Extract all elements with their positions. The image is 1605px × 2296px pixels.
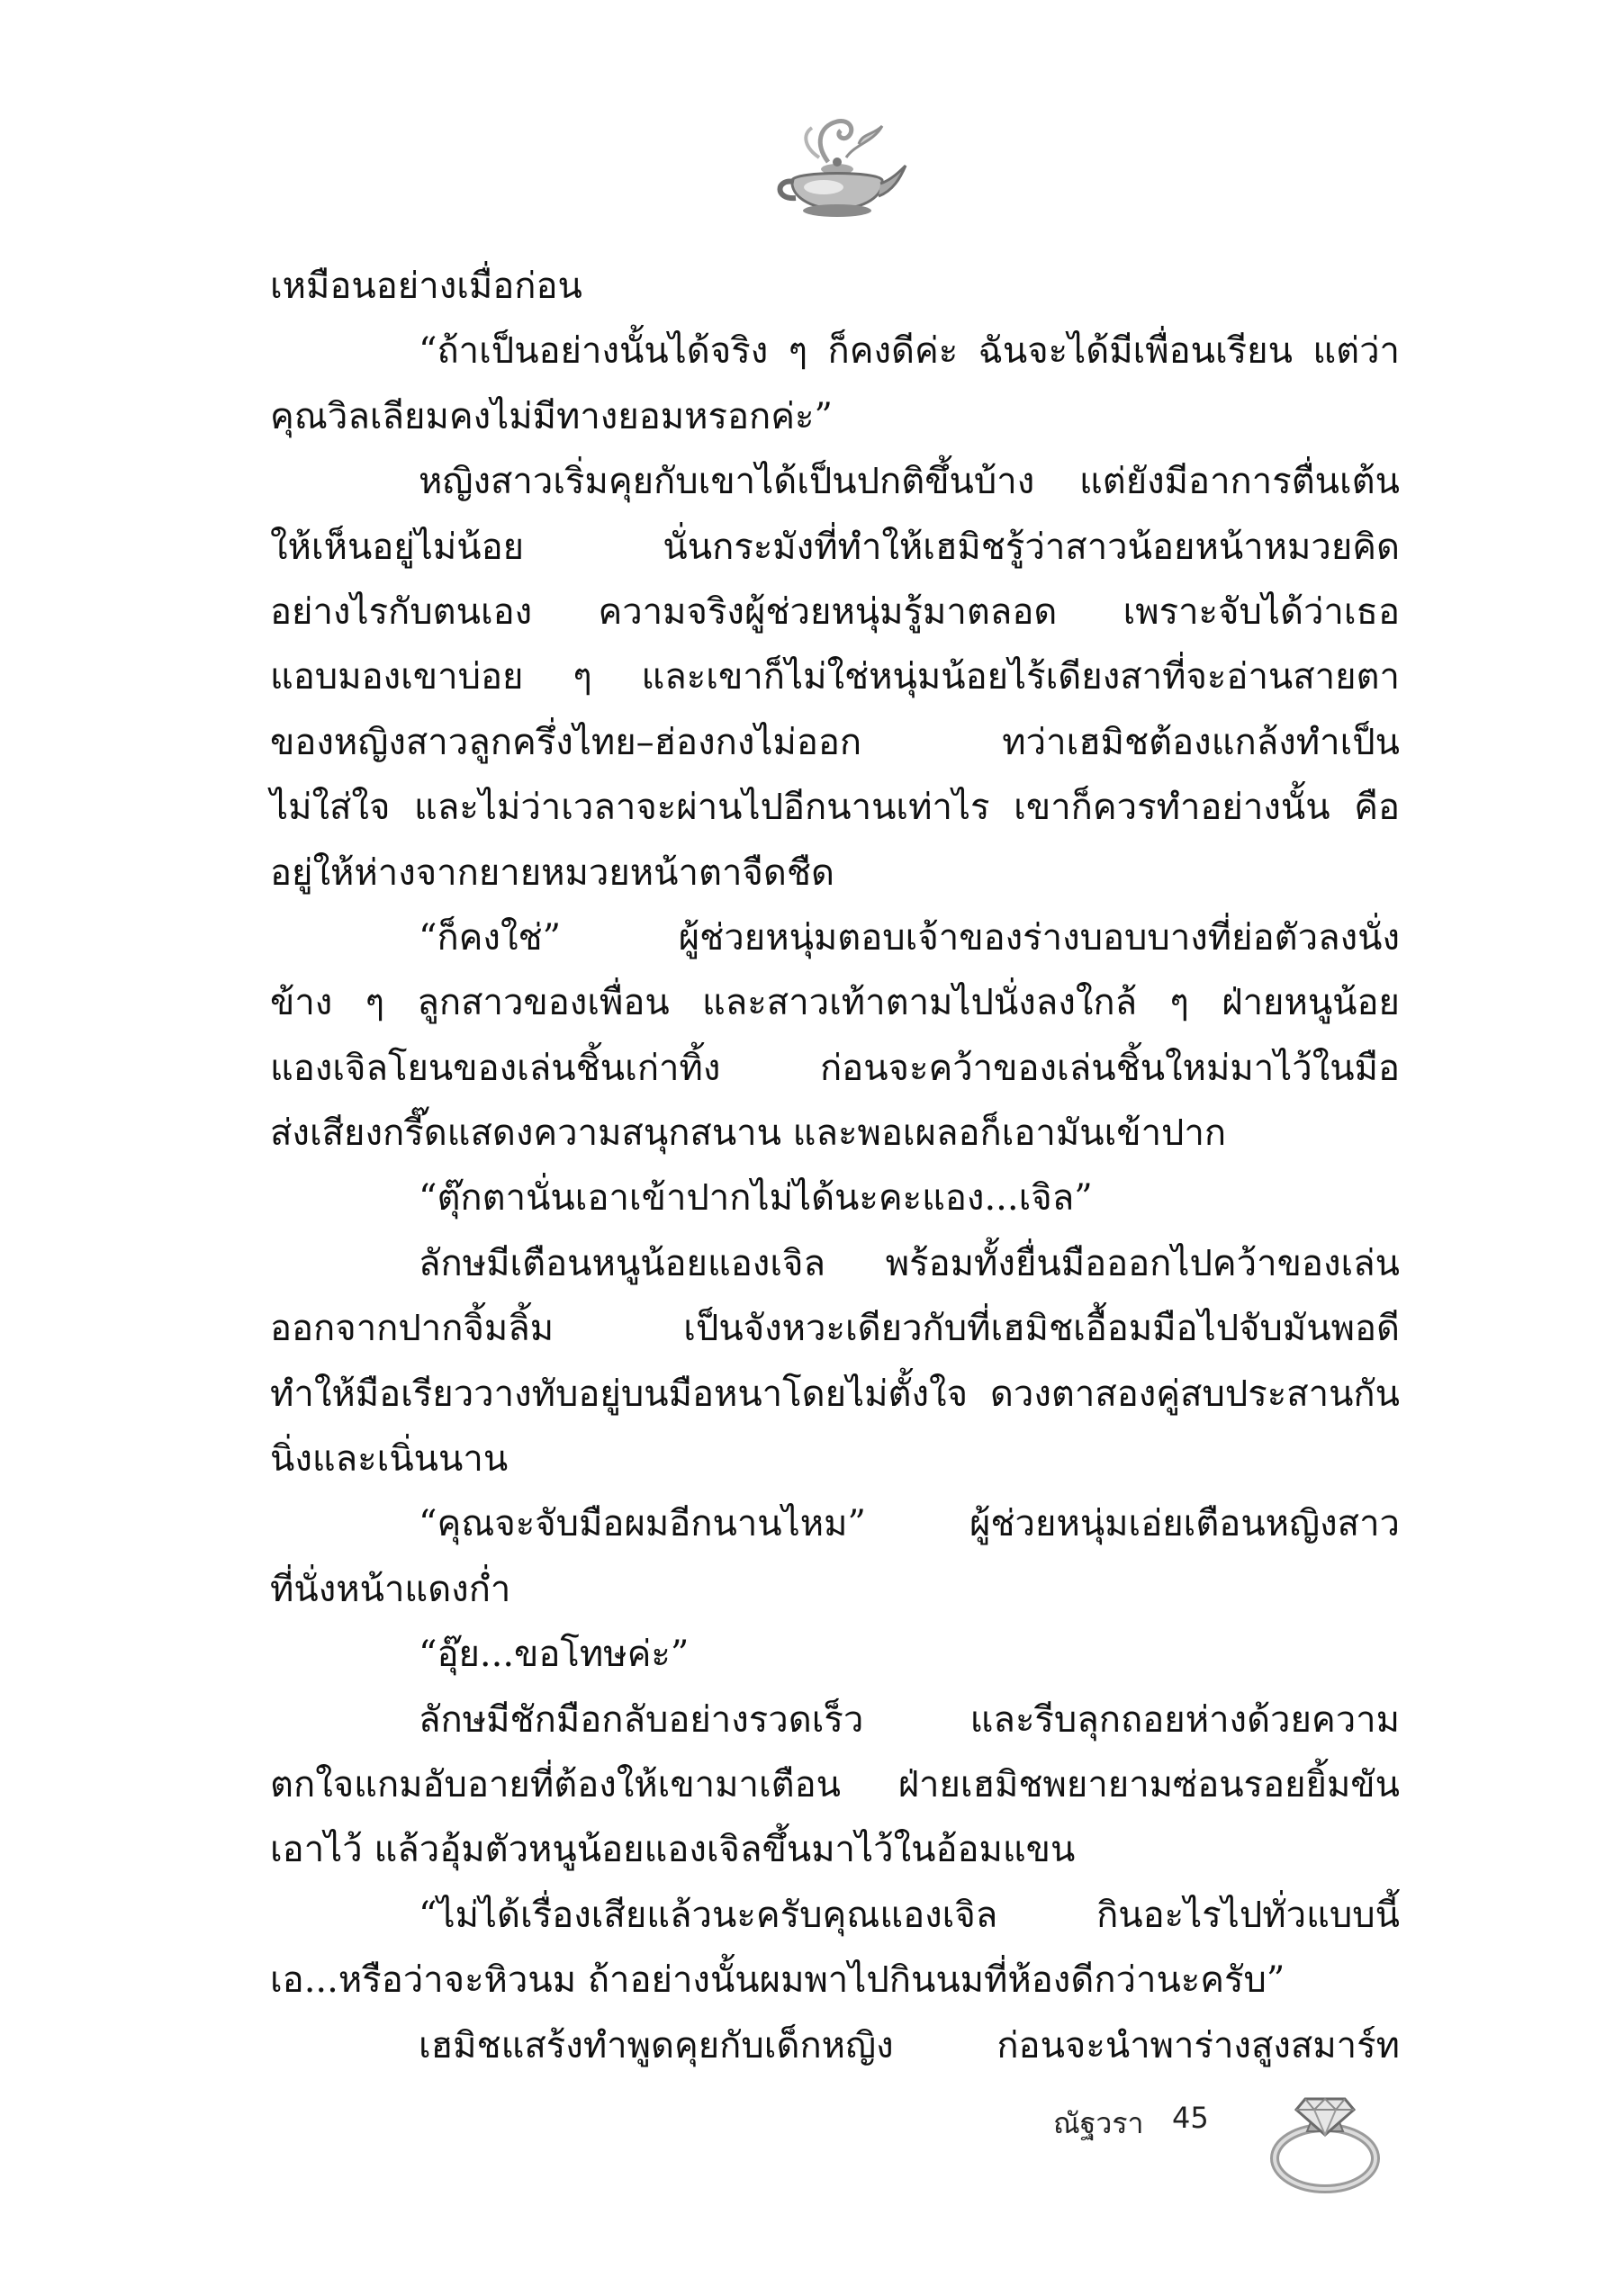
text-line: ที่นั่งหน้าแดงก่ำ <box>270 1568 511 1610</box>
text-line: อยู่ให้ห่างจากยายหมวยหน้าตาจืดชืด <box>270 851 834 894</box>
text-line: “อุ๊ย...ขอโทษค่ะ” <box>419 1634 690 1676</box>
text-line: เหมือนอย่างเมื่อก่อน <box>270 266 582 307</box>
body-text <box>270 254 1400 2078</box>
text-line: ส่งเสียงกรี๊ดแสดงความสนุกสนาน และพอเผลอก็เอามันเข้าปาก <box>270 1112 1227 1155</box>
author-name: ณัฐวรา <box>1053 2106 1144 2140</box>
text-line: “ถ้าเป็นอย่างนั้นได้จริง ๆ ก็คงดีค่ะ ฉันจะได้มีเพื่อนเรียน แต่ว่า <box>419 330 1400 373</box>
text-line: ลักษมีเตือนหนูน้อยแองเจิล พร้อมทั้งยื่นมือออกไปคว้าของเล่น <box>419 1242 1400 1284</box>
text-line: แองเจิลโยนของเล่นชิ้นเก่าทิ้ง ก่อนจะคว้าของเล่นชิ้นใหม่มาไว้ในมือ <box>270 1047 1400 1089</box>
page-footer <box>1053 2079 1395 2205</box>
text-line: ตกใจแกมอับอายที่ต้องให้เขามาเตือน ฝ่ายเฮมิชพยายามซ่อนรอยยิ้มขัน <box>270 1763 1400 1805</box>
ring-icon <box>1260 2079 1386 2201</box>
text-line: เฮมิชแสร้งทำพูดคุยกับเด็กหญิง ก่อนจะนำพาร่างสูงสมาร์ท <box>419 2024 1400 2066</box>
text-line: อย่างไรกับตนเอง ความจริงผู้ช่วยหนุ่มรู้มาตลอด เพราะจับได้ว่าเธอ <box>270 590 1400 633</box>
text-line: “ตุ๊กตานั่นเอาเข้าปากไม่ได้นะคะแอง...เจิล” <box>419 1177 1093 1220</box>
text-line: ออกจากปากจิ้มลิ้ม เป็นจังหวะเดียวกับที่เฮมิชเอื้อมมือไปจับมันพอดี <box>270 1308 1400 1350</box>
text-line: เอาไว้ แล้วอุ้มตัวหนูน้อยแองเจิลขึ้นมาไว้ในอ้อมแขน <box>270 1829 1076 1871</box>
text-line: “ก็คงใช่” ผู้ช่วยหนุ่มตอบเจ้าของร่างบอบบางที่ย่อตัวลงนั่ง <box>419 916 1400 959</box>
text-line: เอ...หรือว่าจะหิวนม ถ้าอย่างนั้นผมพาไปกินนมที่ห้องดีกว่านะครับ” <box>270 1959 1285 2002</box>
text-line: ให้เห็นอยู่ไม่น้อย นั่นกระมังที่ทำให้เฮมิชรู้ว่าสาวน้อยหน้าหมวยคิด <box>270 526 1400 568</box>
text-line: คุณวิลเลียมคงไม่มีทางยอมหรอกค่ะ” <box>270 395 833 437</box>
text-line: ของหญิงสาวลูกครึ่งไทย–ฮ่องกงไม่ออก ทว่าเฮมิชต้องแกล้งทำเป็น <box>270 721 1400 763</box>
teapot-ornament-icon <box>765 108 909 225</box>
text-line: “คุณจะจับมือผมอีกนานไหม” ผู้ช่วยหนุ่มเอ่ยเตือนหญิงสาว <box>419 1503 1400 1545</box>
text-line: หญิงสาวเริ่มคุยกับเขาได้เป็นปกติขึ้นบ้าง แต่ยังมีอาการตื่นเต้น <box>419 461 1400 503</box>
text-line: แอบมองเขาบ่อย ๆ และเขาก็ไม่ใช่หนุ่มน้อยไร้เดียงสาที่จะอ่านสายตา <box>270 656 1400 698</box>
text-line: ข้าง ๆ ลูกสาวของเพื่อน และสาวเท้าตามไปนั่งลงใกล้ ๆ ฝ่ายหนูน้อย <box>270 982 1400 1024</box>
text-line: ลักษมีชักมือกลับอย่างรวดเร็ว และรีบลุกถอยห่างด้วยความ <box>419 1698 1400 1741</box>
text-line: ทำให้มือเรียววางทับอยู่บนมือหนาโดยไม่ตั้งใจ ดวงตาสองคู่สบประสานกัน <box>270 1373 1400 1415</box>
page-number: 45 <box>1172 2101 1209 2135</box>
text-line: นิ่งและเนิ่นนาน <box>270 1438 509 1481</box>
text-line: ไม่ใส่ใจ และไม่ว่าเวลาจะผ่านไปอีกนานเท่าไร เขาก็ควรทำอย่างนั้น คือ <box>270 787 1400 829</box>
text-line: “ไม่ได้เรื่องเสียแล้วนะครับคุณแองเจิล กินอะไรไปทั่วแบบนี้ <box>419 1894 1400 1936</box>
